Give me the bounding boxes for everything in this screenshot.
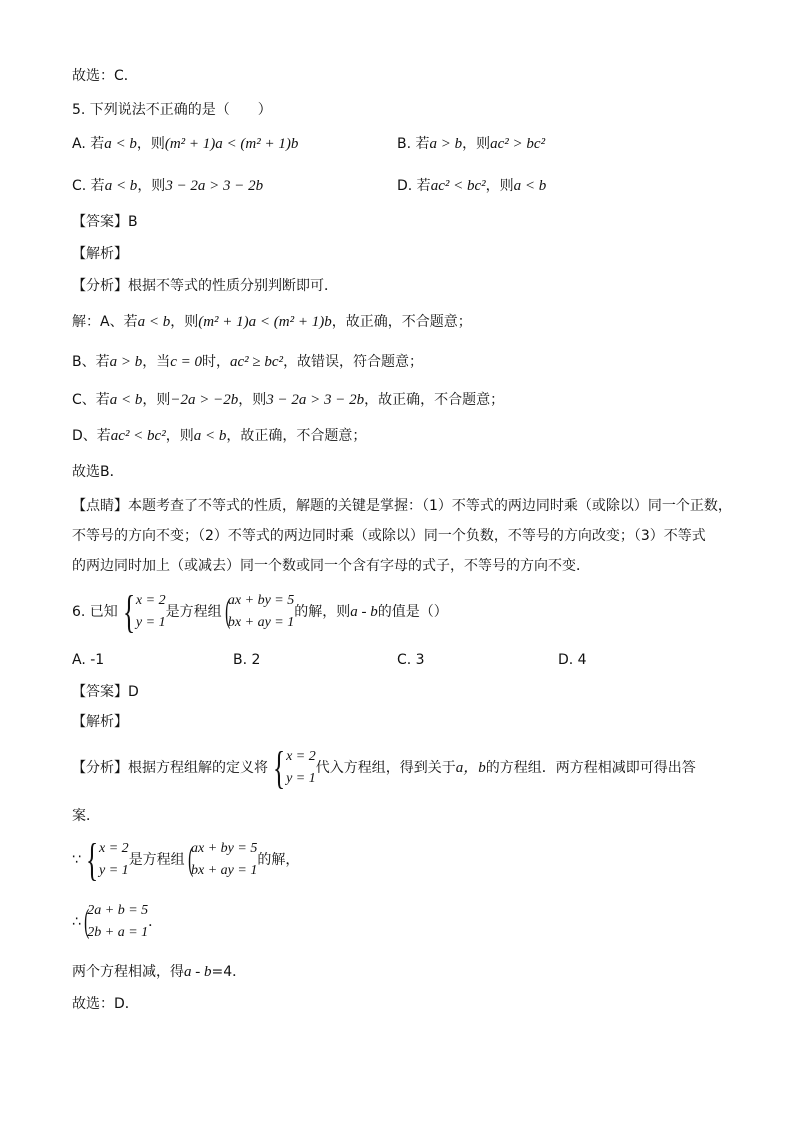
q5-solution-d: D、若ac² < bc²，则a < b，故正确，不合题意； xyxy=(72,428,367,444)
equation-system: ( ax + by = 5 bx + ay = 1 xyxy=(224,593,295,630)
derived-system: ( 2a + b = 5 2b + a = 1 xyxy=(84,903,149,940)
q5-choose: 故选B． xyxy=(72,464,124,480)
q5-option-a: A. 若a < b，则(m² + 1)a < (m² + 1)b xyxy=(72,136,299,152)
q5-answer: 【答案】B xyxy=(72,214,138,230)
q5-analysis: 【分析】根据不等式的性质分别判断即可． xyxy=(72,278,338,294)
q6-answer: 【答案】D xyxy=(72,684,139,700)
answer-line: 故选：C． xyxy=(72,68,138,84)
solution-system: { x = 2 y = 1 xyxy=(122,586,166,637)
equation-system: ( ax + by = 5 bx + ay = 1 xyxy=(187,841,258,878)
q5-comment-line-2: 不等号的方向不变；（2）不等式的两边同时乘（或除以）同一个负数，不等号的方向改变；（3）不等式 xyxy=(72,528,706,544)
question-5-stem: 5. 下列说法不正确的是（ ） xyxy=(72,102,272,118)
q5-comment-line-3: 的两边同时加上（或减去）同一个数或同一个含有字母的式子，不等号的方向不变． xyxy=(72,558,590,574)
q6-analysis: 【分析】根据方程组解的定义将 { x = 2 y = 1 代入方程组，得到关于a，b的方程组．两方程相减即可得出答 xyxy=(72,742,696,793)
solution-system: { x = 2 y = 1 xyxy=(272,742,316,793)
q5-solution-a: 解：A、若a < b，则(m² + 1)a < (m² + 1)b，故正确，不合题意； xyxy=(72,314,472,330)
q6-therefore-line: ∴( 2a + b = 5 2b + a = 1 ． xyxy=(72,898,162,946)
q6-option-b: B. 2 xyxy=(233,652,261,668)
q6-subtract-line: 两个方程相减，得a - b=4． xyxy=(72,964,247,980)
q5-solution-b: B、若a > b，当c = 0时，ac² ≥ bc²，故错误，符合题意； xyxy=(72,354,424,370)
q5-option-d: D. 若ac² < bc²，则a < b xyxy=(397,178,547,194)
q5-analysis-heading: 【解析】 xyxy=(72,246,128,262)
q6-option-c: C. 3 xyxy=(397,652,425,668)
q5-option-b: B. 若a > b，则ac² > bc² xyxy=(397,136,546,152)
q5-option-c: C. 若a < b，则3 − 2a > 3 − 2b xyxy=(72,178,264,194)
q6-choose: 故选：D． xyxy=(72,996,139,1012)
q6-option-d: D. 4 xyxy=(558,652,587,668)
q5-comment-line-1: 【点睛】本题考查了不等式的性质，解题的关键是掌握：（1）不等式的两边同时乘（或除以）同一个正数， xyxy=(72,498,732,514)
solution-system: { x = 2 y = 1 xyxy=(85,834,129,885)
q6-analysis-cont: 案． xyxy=(72,808,100,824)
question-6-stem: 6. 已知 { x = 2 y = 1 是方程组( ax + by = 5 bx + ay = 1 的解，则a - b的值是（） xyxy=(72,586,448,637)
q5-solution-c: C、若a < b，则−2a > −2b，则3 − 2a > 3 − 2b，故正确，不合题意； xyxy=(72,392,505,408)
q6-because-line: ∵ { x = 2 y = 1 是方程组( ax + by = 5 bx + ay = 1 的解， xyxy=(72,834,300,885)
q6-option-a: A. -1 xyxy=(72,652,105,668)
q6-analysis-heading: 【解析】 xyxy=(72,714,128,730)
